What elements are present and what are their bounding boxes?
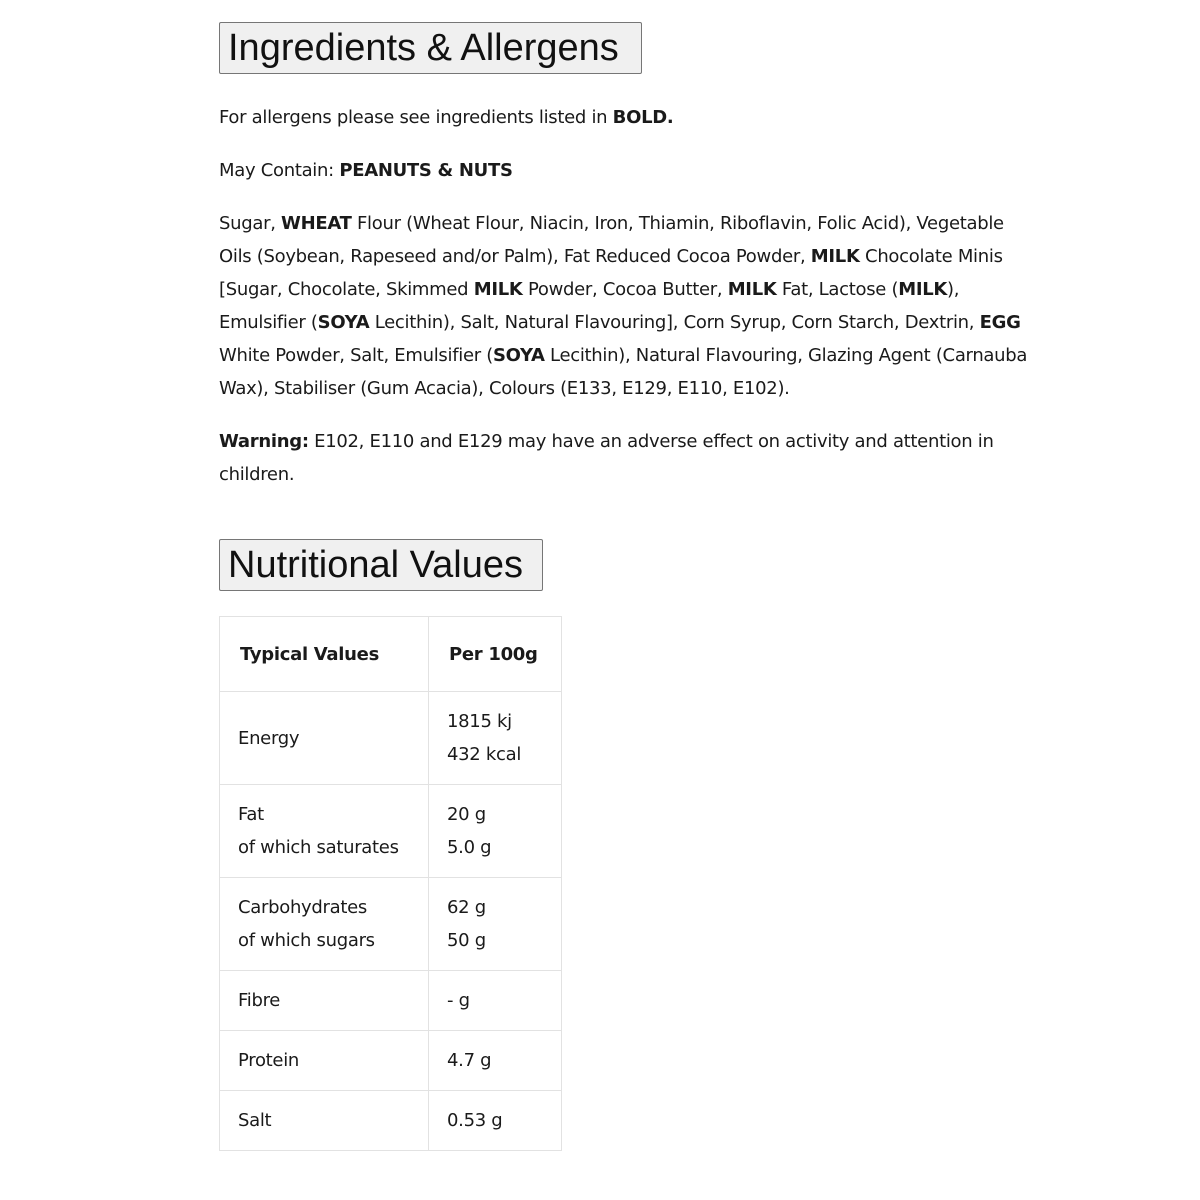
warning-note [219, 425, 1039, 491]
ingredient-text: White Powder, Salt, Emulsifier ( [219, 345, 493, 366]
product-info [219, 22, 1039, 1151]
may-contain [219, 154, 1039, 187]
nutrient-name-line: Fat [238, 804, 264, 825]
nutrient-name-line: Energy [238, 727, 300, 749]
ingredient-text: Lecithin), Salt, Natural Flavouring], Corn Syrup, Corn Starch, Dextrin, [369, 312, 980, 333]
nutrition-body [220, 692, 562, 1151]
nutrient-name-line: Fibre [238, 990, 281, 1011]
allergen-note-text: For allergens please see ingredients listed in [219, 107, 613, 128]
nutrition-header-row [220, 617, 562, 692]
ingredient-text: Fat, Lactose ( [776, 279, 899, 300]
header-per-100g: Per 100g [429, 617, 562, 692]
ingredient-text: Lecithin), Natural Flavouring, Glazing Agent (Carnauba Wax), Stabiliser (Gum Acacia), Colours (E133, E129, E110, E102). [219, 345, 1028, 399]
nutrient-value-line: 0.53 g [447, 1110, 503, 1131]
nutrient-name [220, 785, 429, 878]
nutrient-value-line: 1815 kj [447, 711, 512, 732]
allergen-ingredient: MILK [810, 246, 860, 267]
nutrient-name [220, 971, 429, 1031]
allergen-ingredient: SOYA [492, 345, 545, 366]
ingredient-text: Powder, Cocoa Butter, [522, 279, 728, 300]
nutrient-name-line: of which sugars [238, 930, 375, 951]
ingredients-list [219, 207, 1039, 405]
allergen-ingredient: EGG [979, 312, 1021, 333]
may-contain-value: PEANUTS & NUTS [339, 160, 513, 181]
nutrient-value-line: 50 g [447, 930, 486, 951]
allergen-ingredient: MILK [473, 279, 523, 300]
warning-label: Warning: [219, 431, 309, 452]
nutrient-value-line: 5.0 g [447, 837, 492, 858]
nutrient-value-line: 4.7 g [447, 1050, 492, 1071]
nutrient-name-line: of which saturates [238, 837, 399, 858]
nutrient-value [429, 971, 562, 1031]
table-row [220, 971, 562, 1031]
allergen-note-bold: BOLD. [612, 107, 674, 128]
nutrient-value [429, 692, 562, 785]
nutrient-value-line: 432 kcal [447, 744, 522, 765]
nutrient-name-line: Protein [238, 1050, 299, 1071]
nutrient-name-line: Salt [238, 1110, 272, 1131]
nutrition-table [219, 616, 562, 1151]
ingredient-text: Flour (Wheat Flour, Niacin, Iron, Thiamin, Riboflavin, Folic Acid), Vegetable Oils (Soybean, Rapeseed and/or Palm), Fat Reduced Cocoa Powder, [219, 213, 1004, 267]
nutrient-value [429, 1031, 562, 1091]
allergen-ingredient: SOYA [317, 312, 370, 333]
ingredient-text: ), Emulsifier ( [219, 279, 960, 333]
table-row [220, 1031, 562, 1091]
nutrient-value [429, 785, 562, 878]
nutrient-name [220, 1031, 429, 1091]
table-row [220, 878, 562, 971]
allergen-ingredient: WHEAT [281, 213, 352, 234]
header-typical-values: Typical Values [220, 617, 429, 692]
nutrient-value-line: - g [447, 990, 470, 1011]
allergen-note [219, 101, 1039, 134]
ingredient-text: Sugar, [219, 213, 282, 234]
nutrient-value-line: 20 g [447, 804, 486, 825]
warning-text: E102, E110 and E129 may have an adverse effect on activity and attention in children. [219, 431, 994, 485]
table-row [220, 785, 562, 878]
nutrient-name [220, 692, 429, 785]
nutrient-name-line: Carbohydrates [238, 897, 367, 918]
table-row [220, 1091, 562, 1151]
nutrient-name [220, 1091, 429, 1151]
nutrient-name [220, 878, 429, 971]
nutrient-value-line: 62 g [447, 897, 486, 918]
nutrient-value [429, 878, 562, 971]
table-row [220, 692, 562, 785]
nutrient-value [429, 1091, 562, 1151]
ingredients-heading: Ingredients & Allergens [219, 22, 642, 74]
ingredient-text: Chocolate Minis [Sugar, Chocolate, Skimmed [219, 246, 1003, 300]
nutrition-heading: Nutritional Values [219, 539, 543, 591]
may-contain-label: May Contain: [219, 160, 340, 181]
allergen-ingredient: MILK [898, 279, 948, 300]
allergen-ingredient: MILK [727, 279, 777, 300]
